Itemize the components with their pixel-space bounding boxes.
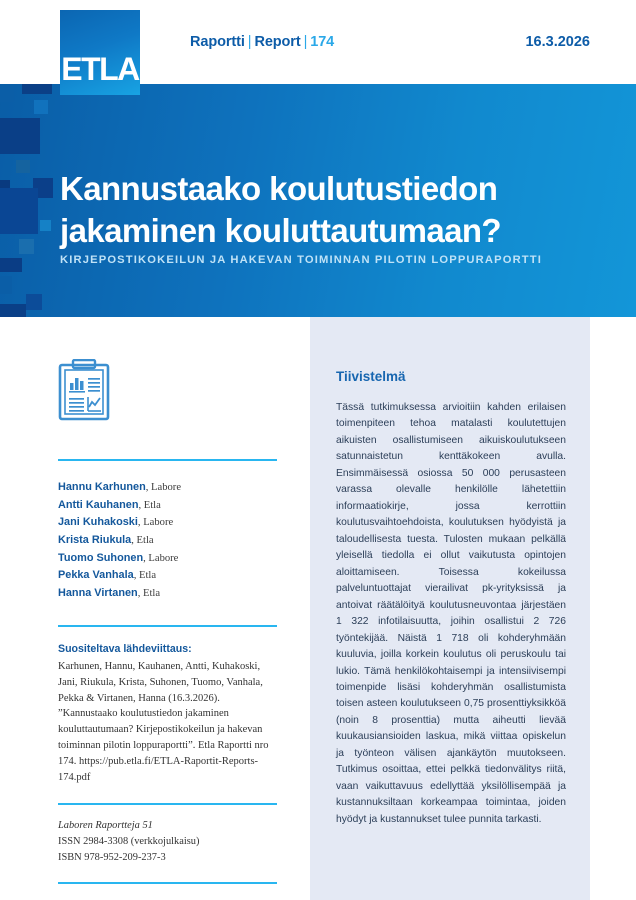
report-number: 174 — [310, 34, 335, 50]
abstract-panel — [310, 317, 590, 900]
author-row — [58, 497, 290, 515]
divider-above-authors — [58, 459, 277, 461]
divider-bottom — [58, 882, 277, 884]
author-list — [58, 479, 290, 603]
page-subtitle: KIRJEPOSTIKOKEILUN JA HAKEVAN TOIMINNAN PILOTIN LOPPURAPORTTI — [60, 254, 543, 266]
report-series-en: Report — [254, 34, 301, 50]
author-name: Hanna Virtanen — [58, 586, 138, 599]
etla-logo-text: ETLA — [61, 51, 139, 87]
author-row — [58, 514, 290, 532]
author-row — [58, 585, 290, 603]
identifier-block — [58, 818, 290, 865]
author-affiliation-value: Etla — [138, 570, 157, 582]
series-separator-2: | — [303, 34, 308, 50]
author-affiliation-value: Labore — [143, 517, 174, 529]
series-separator-1: | — [247, 34, 252, 50]
isbn-line: ISBN 978-952-209-237-3 — [58, 851, 166, 863]
author-name: Pekka Vanhala — [58, 569, 134, 582]
author-affiliation-value: Etla — [136, 534, 154, 546]
abstract-text: Tässä tutkimuksessa arvioitiin kahden erilaisen toimenpiteen tehoa matalasti koulutettujen aikuisten osallistumiseen aikuiskoulutukseen satunnaistetun kenttäkokeen avulla. Ensimmäisessä osiossa 50 000 perusasteen varassa olevalle henkilölle lähetettiin informaatiokirje, jossa kerrottiin koulutusvaihtoehdoista, koulutuksen hyödyistä ja taloudellisesta tuesta. Tulosten mukaan pelkällä yleisellä tiedolla ei ollut vaikutusta opintojen aloittamiseen. Toisessa kokeilussa palveluntuottajat vierailivat pk-yrityksissä ja antoivat räätälöityä koulutusneuvontaa järjestäen 1 322 infotilaisuutta, joihin osallistui 2 726 työntekijää. Näistä 1 718 oli kohderyhmään kuuluvia, joilla korkein koulutus oli peruskoulu tai lukio. Tämä henkilökohtaisempi ja intensiivisempi toimenpide lisäsi kohderyhmän osallistumista toisen asteen koulutukseen 0,75 prosenttiyksikköä (noin 8 prosenttia) mutta aiheutti lievää kuukausiansioiden laskua, mikä viittaa opiskelun ja työnteon välisen ajankäytön muutokseen. Tutkimus osoittaa, ettei pelkkä tiedonvälitys riitä, vaan vaikuttavuus edellyttää yksilöllisempää ja kustannuksiltaan korkeampaa toimintaa, joiden hyödyt ja kustannukset tulee punnita tarkasti. — [336, 402, 566, 825]
clipboard-chart-icon — [58, 359, 290, 426]
author-row — [58, 550, 290, 568]
title-banner — [0, 72, 636, 317]
author-name: Antti Kauhanen — [58, 498, 139, 511]
issn-line: ISSN 2984-3308 (verkkojulkaisu) — [58, 836, 200, 848]
left-info-column — [58, 317, 290, 884]
author-name: Krista Riukula — [58, 533, 132, 546]
author-row — [58, 479, 290, 497]
abstract-heading: Tiivistelmä — [336, 369, 406, 384]
author-affiliation-value: Labore — [148, 552, 179, 564]
citation-heading: Suositeltava lähdeviittaus: — [58, 642, 192, 655]
author-row — [58, 567, 290, 585]
author-affiliation: , — [131, 534, 137, 546]
page-title: Kannustaako koulutustiedon jakaminen kouluttautumaan? — [60, 170, 501, 250]
author-name: Tuomo Suhonen — [58, 551, 144, 564]
author-affiliation-value: Labore — [151, 482, 182, 493]
etla-logo — [60, 10, 140, 95]
author-affiliation: , — [138, 499, 144, 511]
author-row — [58, 532, 290, 550]
report-series-line — [190, 34, 334, 50]
divider-above-issn — [58, 803, 277, 805]
author-affiliation: , — [137, 517, 144, 529]
author-affiliation: , — [133, 570, 139, 582]
divider-above-citation — [58, 625, 277, 627]
citation-text: Karhunen, Hannu, Kauhanen, Antti, Kuhakoski, Jani, Riukula, Krista, Suhonen, Tuomo, Vanhala, Pekka & Virtanen, Hanna (16.3.2026). ”Kannustaako koulutustiedon jakaminen kouluttautumaan? Kirjepostikokeilun ja hakevan toiminnan pilotin loppuraportti”. Etla Raportti nro 174. https://pub.etla.fi/ETLA-Raportit-Reports-174.pdf — [58, 660, 269, 784]
author-name: Hannu Karhunen — [58, 481, 146, 493]
report-series-fi: Raportti — [190, 34, 245, 50]
publication-date: 16.3.2026 — [525, 34, 590, 50]
author-affiliation-value: Etla — [143, 499, 161, 511]
author-affiliation: , — [143, 552, 149, 564]
author-affiliation-value: Etla — [142, 587, 161, 599]
author-affiliation: , — [137, 587, 143, 599]
series-line: Laboren Raportteja 51 — [58, 820, 153, 832]
author-name: Jani Kuhakoski — [58, 516, 138, 529]
author-affiliation: , — [145, 482, 152, 493]
